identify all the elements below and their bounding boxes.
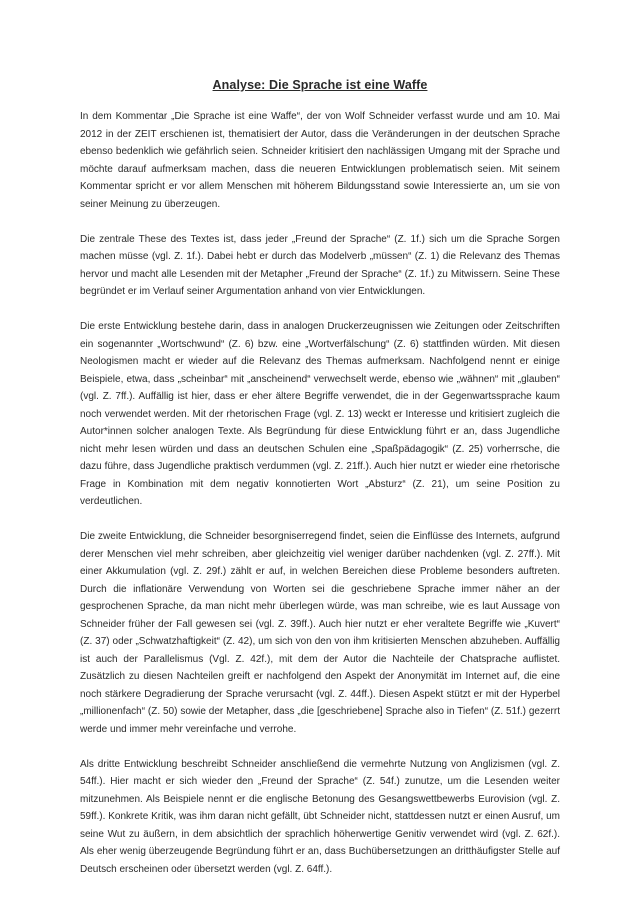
paragraph-third-development: Als dritte Entwicklung beschreibt Schneider anschließend die vermehrte Nutzung von Anglizismen (vgl. Z. 54ff.). Hier macht er sich wieder den „Freund der Sprache“ (Z. 54f.) zunutze, um die Lesenden weiter mitzunehmen. Als Beispiele nennt er die englische Betonung des Gesangswettbewerbs Eurovision (vgl. Z. 59ff.). Konkrete Kritik, was ihm daran nicht gefällt, übt Schneider nicht, stattdessen nutzt er einen Ausruf, um seine Wut zu äußern, in dem absichtlich der sprachlich höherwertige Genitiv verwendet wird (vgl. Z. 62f.). Als eher wenig überzeugende Begründung führt er an, dass Buchübersetzungen an dritthäufigster Stelle auf Deutsch erscheinen oder übersetzt werden (vgl. Z. 64ff.). xyxy=(80,758,560,875)
paragraph-first-development: Die erste Entwicklung bestehe darin, dass in analogen Druckerzeugnissen wie Zeitungen oder Zeitschriften ein sogenannter „Wortschwund“ (Z. 6) bzw. eine „Wortverfälschung“ (Z. 6) stattfinden würden. Mit diesen Neologismen macht er wieder auf die Relevanz des Themas aufmerksam. Nachfolgend nennt er einige Beispiele, etwa, dass „scheinbar“ mit „anscheinend“ verwechselt werde, ebenso wie „wähnen“ mit „glauben“ (vgl. Z. 7ff.). Auffällig ist hier, dass er eher ältere Begriffe verwendet, die in der Gegenwartssprache kaum noch verwendet werden. Mit der rhetorischen Frage (vgl. Z. 13) weckt er Interesse und kritisiert zugleich die Autor*innen solcher analogen Texte. Als Begründung für diese Entwicklung führt er an, dass Jugendliche nicht mehr lesen würden und dass an deutschen Schulen eine „Spaßpädagogik“ (Z. 25) vorherrsche, die dazu führe, dass Jugendliche praktisch verdummen (vgl. Z. 21ff.). Auch hier nutzt er wieder eine rhetorische Frage in Kombination mit dem negativ konnotierten Wort „Absturz“ (Z. 21), um seine Position zu verdeutlichen. xyxy=(80,321,560,507)
paragraph-second-development: Die zweite Entwicklung, die Schneider besorgniserregend findet, seien die Einflüsse des Internets, aufgrund derer Menschen viel mehr schreiben, aber gleichzeitig viel weniger darüber nachdenken (vgl. Z. 27ff.). Mit einer Akkumulation (vgl. Z. 29f.) zählt er auf, in welchen Bereichen diese Probleme besonders auftreten. Durch die inflationäre Verwendung von Worten sei die geschriebene Sprache immer näher an der gesprochenen Sprache, da man nicht mehr überlegen würde, was man schreibe, wie es laut Aussage von Schneider früher der Fall gewesen sei (vgl. Z. 39ff.). Auch hier nutzt er eher veraltete Begriffe wie „Kuvert“ (Z. 37) oder „Schwatzhaftigkeit“ (Z. 42), um sich von den von ihm kritisierten Menschen abzuheben. Auffällig ist auch der Parallelismus (Vgl. Z. 42f.), mit dem der Autor die Nachteile der Chatsprache auflistet. Zusätzlich zu diesen Nachteilen greift er nachfolgend den Aspekt der Anonymität im Internet auf, die eine noch stärkere Degradierung der Sprache verursacht (vgl. Z. 44ff.). Diesen Aspekt stützt er mit der Hyperbel „millionenfach“ (Z. 50) sowie der Metapher, dass „die [geschriebene] Sprache also in Tiefen“ (Z. 51f.) gezerrt werde und immer mehr vereinfache und verrohe. xyxy=(80,531,560,735)
paragraph-introduction: In dem Kommentar „Die Sprache ist eine Waffe“, der von Wolf Schneider verfasst wurde und am 10. Mai 2012 in der ZEIT erschienen ist, thematisiert der Autor, dass die Veränderungen in der deutschen Sprache ebenso bedenklich wie gefährlich seien. Schneider kritisiert den nachlässigen Umgang mit der Sprache und möchte darauf aufmerksam machen, dass die neueren Entwicklungen problematisch seien. Mit seinem Kommentar spricht er vor allem Menschen mit höherem Bildungsstand sowie Interessierte an, um sie von seiner Meinung zu überzeugen. xyxy=(80,111,560,210)
paragraph-thesis: Die zentrale These des Textes ist, dass jeder „Freund der Sprache“ (Z. 1f.) sich um die Sprache Sorgen machen müsse (vgl. Z. 1f.). Dabei hebt er durch das Modelverb „müssen“ (Z. 1) die Relevanz des Themas hervor und macht alle Lesenden mit der Metapher „Freund der Sprache“ (Z. 1f.) zu Mitwissern. Seine These begründet er im Verlauf seiner Argumentation anhand von vier Entwicklungen. xyxy=(80,233,560,297)
document-title: Analyse: Die Sprache ist eine Waffe xyxy=(212,78,428,92)
